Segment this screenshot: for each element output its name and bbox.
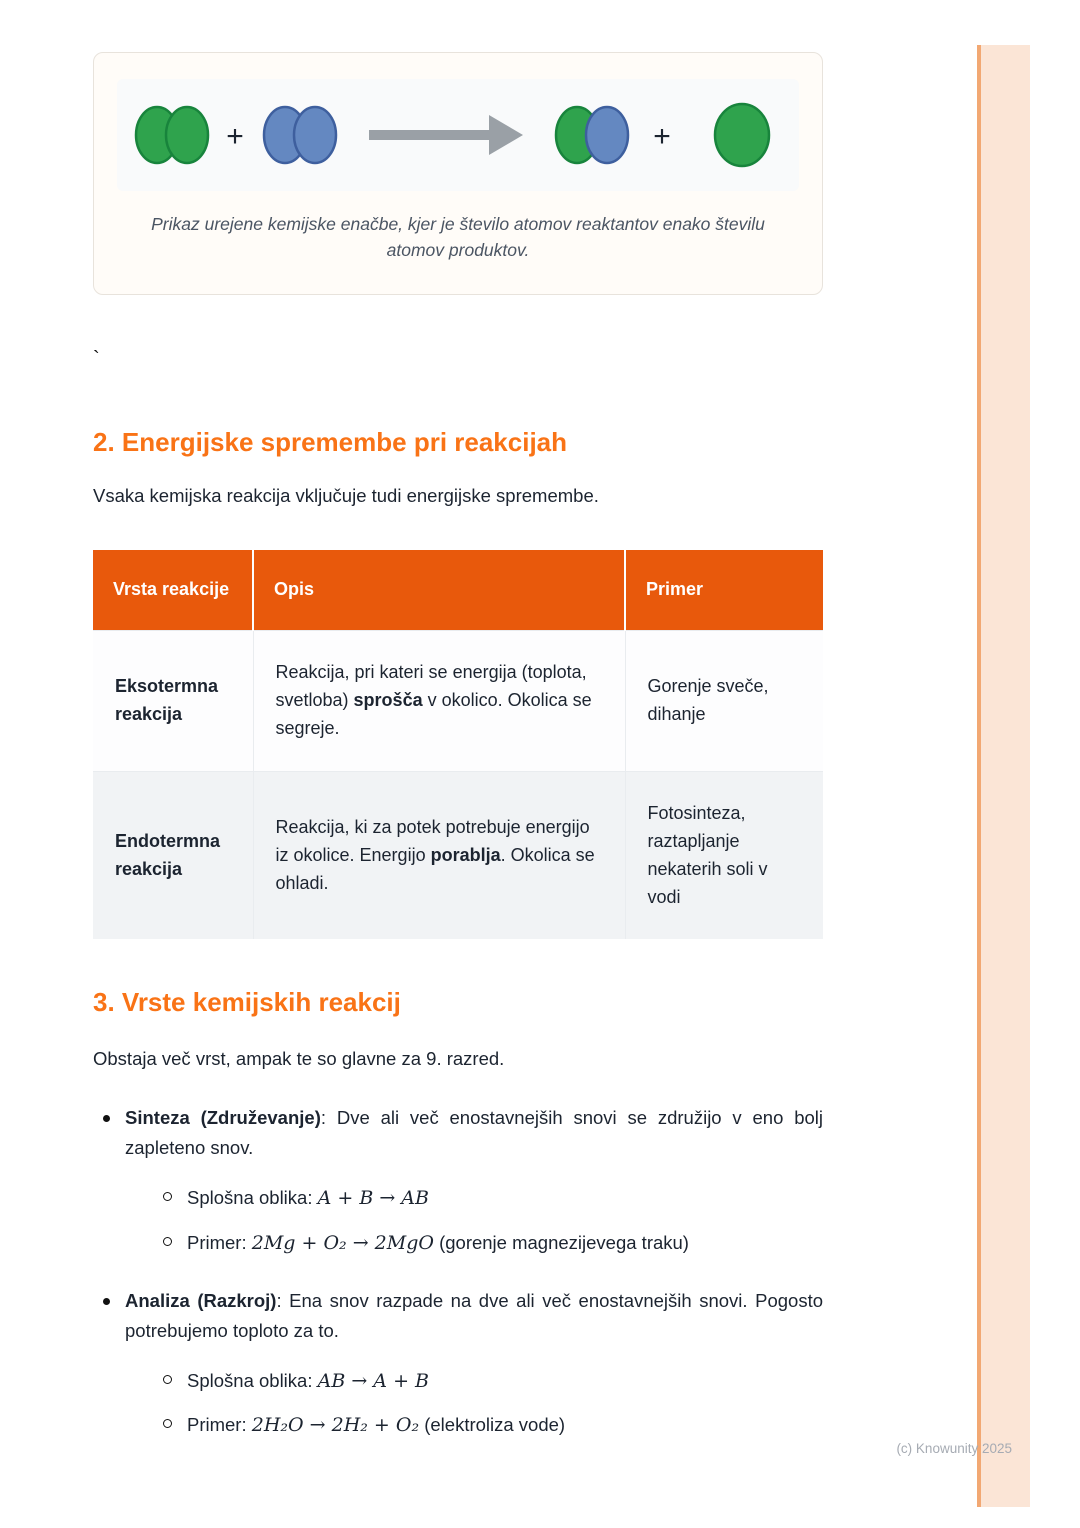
chemical-equation-figure xyxy=(117,79,799,191)
table-header-row xyxy=(93,550,823,630)
bullet-analysis: Analiza (Razkroj): Ena snov razpade na dve ali več enostavnejših snovi. Pogosto potrebujemo toploto za to. Splošna oblika: AB → A + B Primer: 2H₂O → 2H₂ + O₂ (elektroliza vode) xyxy=(93,1286,823,1441)
analysis-sublist xyxy=(127,1366,823,1441)
sub-general-form: Splošna oblika: AB → A + B xyxy=(161,1366,823,1396)
cell-vrsta: Eksotermna reakcija xyxy=(93,631,253,772)
green-blue-molecule-icon xyxy=(556,107,628,163)
header-primer: Primer xyxy=(625,550,823,630)
green-atom-icon xyxy=(715,104,769,166)
math-expression: 2H₂O → 2H₂ + O₂ xyxy=(251,1414,420,1437)
cell-opis: Reakcija, ki za potek potrebuje energijo iz okolice. Energijo porablja. Okolica se ohladi. xyxy=(253,771,625,939)
figure-card xyxy=(93,52,823,295)
header-vrsta-reakcije: Vrsta reakcije xyxy=(93,550,253,630)
decorative-side-stripe xyxy=(977,45,1030,1507)
math-expression: A + B → AB xyxy=(317,1187,429,1210)
reaction-types-list xyxy=(93,1103,823,1440)
energy-changes-table xyxy=(93,550,823,939)
cell-vrsta: Endotermna reakcija xyxy=(93,771,253,939)
cell-opis: Reakcija, pri kateri se energija (toplota, svetloba) sprošča v okolico. Okolica se segreje. xyxy=(253,631,625,772)
reaction-arrow-icon xyxy=(369,115,523,155)
blue-molecule-icon xyxy=(264,107,336,163)
math-expression: 2Mg + O₂ → 2MgO xyxy=(251,1231,434,1254)
plus-sign: + xyxy=(653,120,671,153)
stray-backtick: ` xyxy=(93,347,100,370)
figure-caption: Prikaz urejene kemijske enačbe, kjer je število atomov reaktantov enako številu atomov produktov. xyxy=(151,214,765,261)
green-molecule-icon xyxy=(136,107,208,163)
section-3-intro: Obstaja več vrst, ampak te so glavne za 9. razred. xyxy=(93,1047,505,1069)
chemical-equation-illustration xyxy=(117,79,799,191)
footer-credit: (c) Knowunity 2025 xyxy=(896,1441,1012,1456)
cell-primer: Fotosinteza, raztapljanje nekaterih soli v vodi xyxy=(625,771,823,939)
table-row xyxy=(93,631,823,772)
cell-primer: Gorenje sveče, dihanje xyxy=(625,631,823,772)
header-opis: Opis xyxy=(253,550,625,630)
math-expression: AB → A + B xyxy=(317,1370,429,1392)
section-2-heading: 2. Energijske spremembe pri reakcijah xyxy=(93,426,568,457)
synthesis-sublist xyxy=(127,1183,823,1258)
sub-example: Primer: 2H₂O → 2H₂ + O₂ (elektroliza vode) xyxy=(161,1410,823,1440)
table-row xyxy=(93,771,823,939)
section-3-heading: 3. Vrste kemijskih reakcij xyxy=(93,987,401,1018)
bullet-synthesis: Sinteza (Združevanje): Dve ali več enostavnejših snovi se združijo v eno bolj zapleteno snov. Splošna oblika: A + B → AB Primer: 2Mg + O₂ → 2MgO (gorenje magnezijevega traku) xyxy=(93,1103,823,1258)
plus-sign: + xyxy=(226,120,244,153)
sub-example: Primer: 2Mg + O₂ → 2MgO (gorenje magnezijevega traku) xyxy=(161,1228,823,1258)
sub-general-form: Splošna oblika: A + B → AB xyxy=(161,1183,823,1213)
section-2-intro: Vsaka kemijska reakcija vključuje tudi energijske spremembe. xyxy=(93,484,599,506)
document-content xyxy=(93,52,823,1441)
